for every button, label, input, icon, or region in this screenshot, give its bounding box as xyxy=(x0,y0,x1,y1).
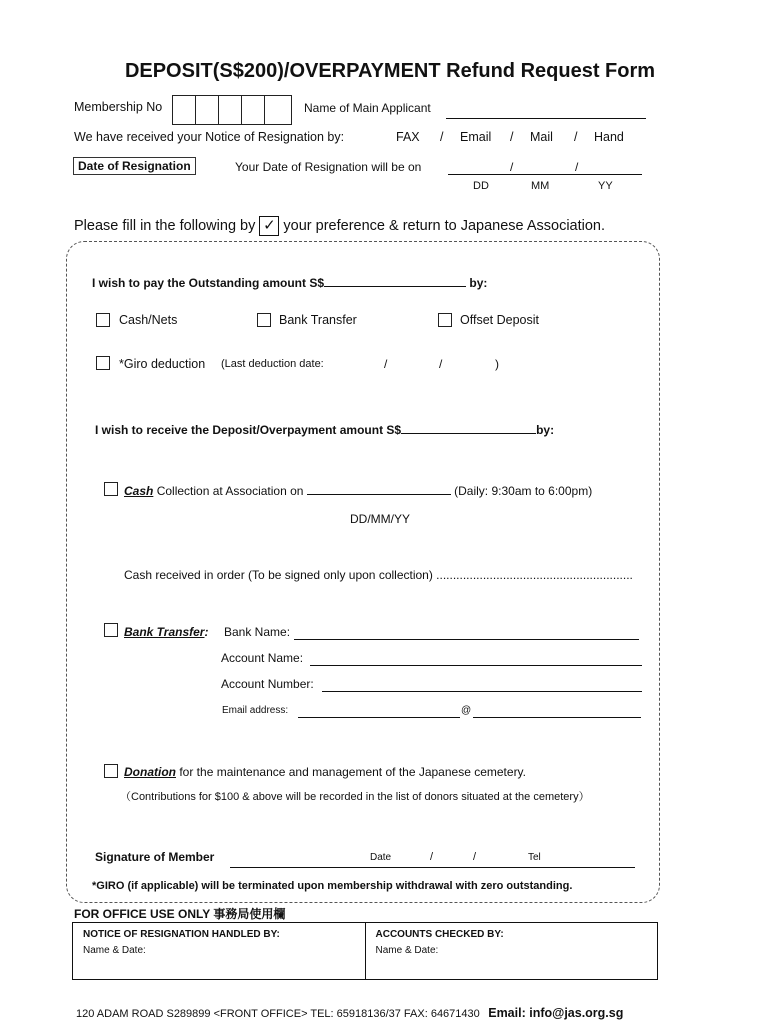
cash-collection-checkbox[interactable] xyxy=(104,482,118,496)
pay-heading-suffix: by: xyxy=(469,276,488,290)
cash-nets-label: Cash/Nets xyxy=(119,313,178,327)
date-part-dd: DD xyxy=(473,180,489,192)
giro-footnote: *GIRO (if applicable) will be terminated upon membership withdrawal with zero outstanding. xyxy=(92,880,573,892)
giro-note: (Last deduction date: xyxy=(221,358,324,370)
cash-received-text: Cash received in order (To be signed only upon collection) ........................................................... xyxy=(124,568,633,582)
date-slash: / xyxy=(575,160,579,174)
membership-digit-box[interactable] xyxy=(196,96,219,124)
account-number-label: Account Number: xyxy=(221,677,314,691)
signature-date-label: Date xyxy=(370,852,392,863)
receive-heading xyxy=(95,421,554,437)
signature-date-slash: / xyxy=(430,851,434,863)
notice-option-email[interactable]: Email xyxy=(460,130,492,144)
date-of-resignation-label: Date of Resignation xyxy=(73,157,196,175)
office-notice-sub: Name & Date: xyxy=(83,945,146,956)
bank-transfer-checkbox[interactable] xyxy=(104,623,118,637)
date-part-yy: YY xyxy=(598,180,613,192)
notice-separator: / xyxy=(440,130,444,144)
donation-note: （Contributions for $100 & above will be recorded in the list of donors situated at the cemetery） xyxy=(120,791,590,803)
bank-transfer-pay-label: Bank Transfer xyxy=(279,313,357,327)
checkmark-icon: ✓ xyxy=(259,216,279,236)
membership-digit-box[interactable] xyxy=(242,96,265,124)
receive-amount-field[interactable] xyxy=(401,421,536,434)
donation-checkbox[interactable] xyxy=(104,764,118,778)
bank-name-field[interactable] xyxy=(294,638,639,640)
bank-name-label: Bank Name: xyxy=(224,625,291,639)
resignation-date-text: Your Date of Resignation will be on xyxy=(235,160,422,174)
notice-separator: / xyxy=(574,130,578,144)
notice-option-fax[interactable]: FAX xyxy=(396,130,420,144)
bank-transfer-title xyxy=(124,625,208,639)
date-slash: / xyxy=(510,160,514,174)
giro-date-slash: / xyxy=(439,357,443,371)
giro-date-slash: / xyxy=(384,357,388,371)
donation-text: for the maintenance and management of the Japanese cemetery. xyxy=(179,765,527,779)
donation-label: Donation xyxy=(124,765,176,779)
pay-amount-field[interactable] xyxy=(324,274,466,287)
account-name-label: Account Name: xyxy=(221,651,304,665)
membership-digit-box[interactable] xyxy=(219,96,242,124)
notice-text: We have received your Notice of Resignation by: xyxy=(74,130,345,144)
applicant-label: Name of Main Applicant xyxy=(304,101,431,115)
membership-label: Membership No xyxy=(74,100,163,114)
membership-digit-box[interactable] xyxy=(173,96,196,124)
instruction-line xyxy=(74,216,605,236)
membership-number-boxes[interactable] xyxy=(172,95,292,125)
bank-transfer-pay-checkbox[interactable] xyxy=(257,313,271,327)
email-at-sign: @ xyxy=(461,705,472,716)
cash-label: Cash xyxy=(124,484,154,498)
form-title: DEPOSIT(S$200)/OVERPAYMENT Refund Request Form xyxy=(124,60,656,82)
cash-collection-line xyxy=(124,483,592,498)
email-local-field[interactable] xyxy=(298,716,460,718)
footer-email[interactable]: Email: info@jas.org.sg xyxy=(488,1006,624,1020)
footer-address: 120 ADAM ROAD S289899 <FRONT OFFICE> TEL: 65918136/37 FAX: 64671430 xyxy=(76,1008,480,1020)
office-cell-notice xyxy=(73,923,365,979)
cash-date-format: DD/MM/YY xyxy=(350,512,410,526)
cash-date-field[interactable] xyxy=(307,483,451,495)
bank-transfer-colon: : xyxy=(204,625,209,639)
account-name-field[interactable] xyxy=(310,664,642,666)
instruction-after: your preference & return to Japanese Association. xyxy=(283,218,606,234)
pay-heading xyxy=(92,274,487,290)
office-accounts-sub: Name & Date: xyxy=(375,945,439,956)
giro-date-close: ) xyxy=(495,357,499,371)
date-part-mm: MM xyxy=(531,180,550,192)
receive-heading-suffix: by: xyxy=(536,423,555,437)
signature-tel-label: Tel xyxy=(528,852,541,863)
giro-deduction-checkbox[interactable] xyxy=(96,356,110,370)
notice-option-mail[interactable]: Mail xyxy=(530,130,553,144)
giro-deduction-label: *Giro deduction xyxy=(119,357,206,371)
pay-heading-text: I wish to pay the Outstanding amount S$ xyxy=(92,276,325,290)
bank-transfer-label: Bank Transfer xyxy=(124,625,205,639)
signature-field[interactable] xyxy=(230,866,635,868)
email-domain-field[interactable] xyxy=(473,716,641,718)
instruction-before: Please fill in the following by xyxy=(74,218,256,234)
email-address-label: Email address: xyxy=(222,705,289,716)
notice-option-hand[interactable]: Hand xyxy=(594,130,624,144)
cash-text: Collection at Association on xyxy=(156,484,304,498)
offset-deposit-checkbox[interactable] xyxy=(438,313,452,327)
office-cell-accounts xyxy=(365,923,658,979)
notice-separator: / xyxy=(510,130,514,144)
office-use-heading: FOR OFFICE USE ONLY 事務局使用欄 xyxy=(74,907,286,921)
footer xyxy=(76,1004,623,1022)
cash-hours: (Daily: 9:30am to 6:00pm) xyxy=(454,484,593,498)
offset-deposit-label: Offset Deposit xyxy=(460,313,539,327)
donation-line xyxy=(124,765,526,779)
signature-label: Signature of Member xyxy=(95,850,215,864)
account-number-field[interactable] xyxy=(322,690,642,692)
receive-heading-text: I wish to receive the Deposit/Overpayment amount S$ xyxy=(95,423,402,437)
office-notice-title: NOTICE OF RESIGNATION HANDLED BY: xyxy=(83,929,280,940)
membership-digit-box[interactable] xyxy=(265,96,287,124)
office-use-table xyxy=(72,922,658,980)
resignation-date-field[interactable] xyxy=(448,173,642,175)
office-accounts-title: ACCOUNTS CHECKED BY: xyxy=(375,929,504,940)
cash-nets-checkbox[interactable] xyxy=(96,313,110,327)
signature-date-slash: / xyxy=(473,851,477,863)
applicant-name-field[interactable] xyxy=(446,117,646,119)
